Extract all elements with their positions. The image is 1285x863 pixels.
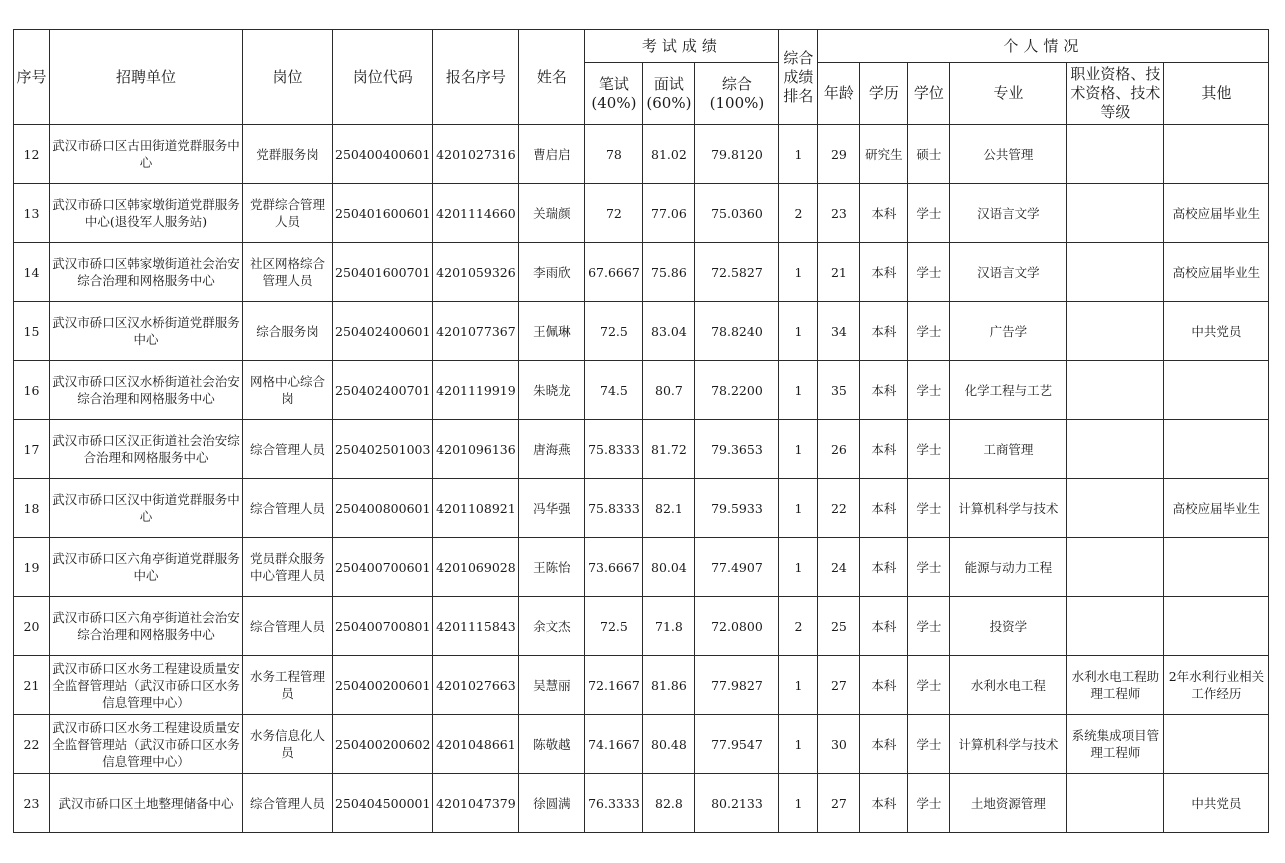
cell-reg-no: 4201069028 xyxy=(433,538,519,597)
cell-qualification xyxy=(1067,184,1164,243)
cell-unit: 武汉市硚口区六角亭街道社会治安综合治理和网格服务中心 xyxy=(50,597,243,656)
cell-seq: 20 xyxy=(14,597,50,656)
cell-age: 26 xyxy=(818,420,860,479)
cell-education: 本科 xyxy=(860,479,908,538)
cell-unit: 武汉市硚口区汉水桥街道社会治安综合治理和网格服务中心 xyxy=(50,361,243,420)
header-reg-no: 报名序号 xyxy=(433,30,519,125)
cell-post-code: 250402400701 xyxy=(333,361,433,420)
cell-post: 党员群众服务中心管理人员 xyxy=(243,538,333,597)
header-name: 姓名 xyxy=(519,30,585,125)
cell-major: 化学工程与工艺 xyxy=(950,361,1067,420)
header-education: 学历 xyxy=(860,63,908,125)
header-personal-group: 个人情况 xyxy=(818,30,1269,63)
cell-name: 陈敬越 xyxy=(519,715,585,774)
table-row xyxy=(14,302,1269,361)
cell-total: 72.5827 xyxy=(695,243,779,302)
cell-education: 本科 xyxy=(860,597,908,656)
cell-total: 80.2133 xyxy=(695,774,779,833)
cell-post-code: 250401600601 xyxy=(333,184,433,243)
cell-education: 本科 xyxy=(860,656,908,715)
cell-rank: 2 xyxy=(779,597,818,656)
cell-reg-no: 4201119919 xyxy=(433,361,519,420)
table-row xyxy=(14,538,1269,597)
header-age: 年龄 xyxy=(818,63,860,125)
table-header xyxy=(14,30,1269,125)
header-qualification: 职业资格、技术资格、技术等级 xyxy=(1067,63,1164,125)
cell-degree: 学士 xyxy=(908,361,950,420)
cell-qualification xyxy=(1067,538,1164,597)
cell-seq: 14 xyxy=(14,243,50,302)
cell-seq: 22 xyxy=(14,715,50,774)
cell-other xyxy=(1164,597,1269,656)
cell-post: 综合管理人员 xyxy=(243,774,333,833)
cell-reg-no: 4201115843 xyxy=(433,597,519,656)
cell-major: 计算机科学与技术 xyxy=(950,715,1067,774)
table-row xyxy=(14,774,1269,833)
cell-post-code: 250400700601 xyxy=(333,538,433,597)
cell-reg-no: 4201108921 xyxy=(433,479,519,538)
cell-rank: 1 xyxy=(779,656,818,715)
cell-rank: 1 xyxy=(779,774,818,833)
cell-total: 77.4907 xyxy=(695,538,779,597)
cell-unit: 武汉市硚口区汉正街道社会治安综合治理和网格服务中心 xyxy=(50,420,243,479)
table-row xyxy=(14,420,1269,479)
cell-written: 67.6667 xyxy=(585,243,643,302)
cell-written: 74.5 xyxy=(585,361,643,420)
cell-education: 研究生 xyxy=(860,125,908,184)
cell-name: 王陈怡 xyxy=(519,538,585,597)
cell-degree: 硕士 xyxy=(908,125,950,184)
header-other: 其他 xyxy=(1164,63,1269,125)
cell-name: 朱晓龙 xyxy=(519,361,585,420)
cell-other xyxy=(1164,715,1269,774)
header-total: 综合(100%) xyxy=(695,63,779,125)
header-degree: 学位 xyxy=(908,63,950,125)
cell-post: 网格中心综合岗 xyxy=(243,361,333,420)
cell-other: 高校应届毕业生 xyxy=(1164,479,1269,538)
cell-reg-no: 4201096136 xyxy=(433,420,519,479)
cell-education: 本科 xyxy=(860,420,908,479)
cell-seq: 18 xyxy=(14,479,50,538)
results-table xyxy=(13,29,1269,833)
cell-post-code: 250400200601 xyxy=(333,656,433,715)
cell-reg-no: 4201077367 xyxy=(433,302,519,361)
cell-interview: 83.04 xyxy=(643,302,695,361)
cell-reg-no: 4201114660 xyxy=(433,184,519,243)
header-written: 笔试(40%) xyxy=(585,63,643,125)
cell-qualification xyxy=(1067,479,1164,538)
cell-interview: 71.8 xyxy=(643,597,695,656)
cell-interview: 80.04 xyxy=(643,538,695,597)
cell-other: 中共党员 xyxy=(1164,302,1269,361)
cell-unit: 武汉市硚口区韩家墩街道党群服务中心(退役军人服务站) xyxy=(50,184,243,243)
cell-total: 78.2200 xyxy=(695,361,779,420)
cell-education: 本科 xyxy=(860,538,908,597)
cell-degree: 学士 xyxy=(908,420,950,479)
cell-interview: 81.72 xyxy=(643,420,695,479)
cell-interview: 80.7 xyxy=(643,361,695,420)
cell-seq: 15 xyxy=(14,302,50,361)
cell-written: 78 xyxy=(585,125,643,184)
cell-qualification xyxy=(1067,243,1164,302)
cell-total: 72.0800 xyxy=(695,597,779,656)
table-row xyxy=(14,715,1269,774)
header-post-code: 岗位代码 xyxy=(333,30,433,125)
cell-qualification xyxy=(1067,420,1164,479)
table-row xyxy=(14,656,1269,715)
table-row xyxy=(14,243,1269,302)
header-post: 岗位 xyxy=(243,30,333,125)
cell-written: 72 xyxy=(585,184,643,243)
cell-major: 能源与动力工程 xyxy=(950,538,1067,597)
cell-post: 水务工程管理员 xyxy=(243,656,333,715)
cell-interview: 75.86 xyxy=(643,243,695,302)
cell-rank: 1 xyxy=(779,125,818,184)
cell-rank: 1 xyxy=(779,538,818,597)
table-row xyxy=(14,597,1269,656)
cell-age: 23 xyxy=(818,184,860,243)
cell-degree: 学士 xyxy=(908,656,950,715)
cell-education: 本科 xyxy=(860,184,908,243)
table-row xyxy=(14,361,1269,420)
header-rank: 综合成绩排名 xyxy=(779,30,818,125)
header-interview: 面试(60%) xyxy=(643,63,695,125)
cell-total: 77.9547 xyxy=(695,715,779,774)
cell-unit: 武汉市硚口区水务工程建设质量安全监督管理站（武汉市硚口区水务信息管理中心） xyxy=(50,715,243,774)
cell-age: 34 xyxy=(818,302,860,361)
cell-seq: 16 xyxy=(14,361,50,420)
cell-qualification xyxy=(1067,302,1164,361)
cell-education: 本科 xyxy=(860,715,908,774)
cell-interview: 82.1 xyxy=(643,479,695,538)
cell-unit: 武汉市硚口区六角亭街道党群服务中心 xyxy=(50,538,243,597)
cell-reg-no: 4201027663 xyxy=(433,656,519,715)
cell-major: 汉语言文学 xyxy=(950,243,1067,302)
cell-written: 72.5 xyxy=(585,597,643,656)
table-row xyxy=(14,125,1269,184)
cell-major: 投资学 xyxy=(950,597,1067,656)
cell-written: 75.8333 xyxy=(585,420,643,479)
cell-rank: 2 xyxy=(779,184,818,243)
cell-name: 吴慧丽 xyxy=(519,656,585,715)
cell-education: 本科 xyxy=(860,361,908,420)
table-body xyxy=(14,125,1269,833)
cell-name: 关瑞颜 xyxy=(519,184,585,243)
cell-age: 22 xyxy=(818,479,860,538)
cell-major: 水利水电工程 xyxy=(950,656,1067,715)
cell-seq: 19 xyxy=(14,538,50,597)
cell-degree: 学士 xyxy=(908,538,950,597)
cell-post-code: 250400400601 xyxy=(333,125,433,184)
cell-written: 72.5 xyxy=(585,302,643,361)
cell-name: 唐海燕 xyxy=(519,420,585,479)
table-row xyxy=(14,479,1269,538)
cell-qualification xyxy=(1067,774,1164,833)
header-exam-group: 考试成绩 xyxy=(585,30,779,63)
cell-major: 计算机科学与技术 xyxy=(950,479,1067,538)
cell-post-code: 250400800601 xyxy=(333,479,433,538)
cell-name: 徐圆满 xyxy=(519,774,585,833)
cell-unit: 武汉市硚口区土地整理储备中心 xyxy=(50,774,243,833)
cell-seq: 13 xyxy=(14,184,50,243)
cell-seq: 17 xyxy=(14,420,50,479)
cell-reg-no: 4201047379 xyxy=(433,774,519,833)
cell-degree: 学士 xyxy=(908,302,950,361)
cell-total: 75.0360 xyxy=(695,184,779,243)
cell-unit: 武汉市硚口区汉水桥街道党群服务中心 xyxy=(50,302,243,361)
cell-age: 27 xyxy=(818,656,860,715)
cell-interview: 81.02 xyxy=(643,125,695,184)
cell-unit: 武汉市硚口区汉中街道党群服务中心 xyxy=(50,479,243,538)
cell-post-code: 250400200602 xyxy=(333,715,433,774)
cell-major: 工商管理 xyxy=(950,420,1067,479)
cell-education: 本科 xyxy=(860,302,908,361)
cell-qualification: 水利水电工程助理工程师 xyxy=(1067,656,1164,715)
cell-written: 75.8333 xyxy=(585,479,643,538)
cell-major: 广告学 xyxy=(950,302,1067,361)
cell-name: 余文杰 xyxy=(519,597,585,656)
cell-major: 汉语言文学 xyxy=(950,184,1067,243)
cell-name: 李雨欣 xyxy=(519,243,585,302)
cell-other: 2年水利行业相关工作经历 xyxy=(1164,656,1269,715)
cell-other xyxy=(1164,125,1269,184)
cell-total: 79.5933 xyxy=(695,479,779,538)
cell-post: 综合管理人员 xyxy=(243,420,333,479)
cell-post: 水务信息化人员 xyxy=(243,715,333,774)
cell-post-code: 250404500001 xyxy=(333,774,433,833)
cell-education: 本科 xyxy=(860,243,908,302)
cell-rank: 1 xyxy=(779,479,818,538)
cell-other xyxy=(1164,538,1269,597)
cell-unit: 武汉市硚口区水务工程建设质量安全监督管理站（武汉市硚口区水务信息管理中心） xyxy=(50,656,243,715)
cell-post-code: 250402501003 xyxy=(333,420,433,479)
cell-degree: 学士 xyxy=(908,715,950,774)
cell-other: 高校应届毕业生 xyxy=(1164,243,1269,302)
cell-post-code: 250402400601 xyxy=(333,302,433,361)
cell-interview: 81.86 xyxy=(643,656,695,715)
cell-age: 30 xyxy=(818,715,860,774)
cell-age: 35 xyxy=(818,361,860,420)
cell-rank: 1 xyxy=(779,302,818,361)
cell-post-code: 250400700801 xyxy=(333,597,433,656)
cell-rank: 1 xyxy=(779,243,818,302)
cell-name: 曹启启 xyxy=(519,125,585,184)
cell-major: 公共管理 xyxy=(950,125,1067,184)
cell-unit: 武汉市硚口区韩家墩街道社会治安综合治理和网格服务中心 xyxy=(50,243,243,302)
cell-name: 冯华强 xyxy=(519,479,585,538)
cell-post: 党群综合管理人员 xyxy=(243,184,333,243)
cell-rank: 1 xyxy=(779,715,818,774)
cell-degree: 学士 xyxy=(908,774,950,833)
cell-qualification xyxy=(1067,125,1164,184)
header-seq: 序号 xyxy=(14,30,50,125)
cell-education: 本科 xyxy=(860,774,908,833)
cell-name: 王佩琳 xyxy=(519,302,585,361)
cell-other xyxy=(1164,420,1269,479)
cell-age: 24 xyxy=(818,538,860,597)
cell-rank: 1 xyxy=(779,420,818,479)
cell-post: 综合管理人员 xyxy=(243,597,333,656)
cell-written: 72.1667 xyxy=(585,656,643,715)
cell-total: 79.8120 xyxy=(695,125,779,184)
cell-interview: 80.48 xyxy=(643,715,695,774)
cell-reg-no: 4201059326 xyxy=(433,243,519,302)
cell-qualification: 系统集成项目管理工程师 xyxy=(1067,715,1164,774)
cell-age: 21 xyxy=(818,243,860,302)
cell-seq: 23 xyxy=(14,774,50,833)
cell-reg-no: 4201027316 xyxy=(433,125,519,184)
table-row xyxy=(14,184,1269,243)
cell-written: 76.3333 xyxy=(585,774,643,833)
cell-degree: 学士 xyxy=(908,597,950,656)
header-unit: 招聘单位 xyxy=(50,30,243,125)
cell-degree: 学士 xyxy=(908,479,950,538)
cell-seq: 12 xyxy=(14,125,50,184)
cell-reg-no: 4201048661 xyxy=(433,715,519,774)
cell-age: 25 xyxy=(818,597,860,656)
cell-total: 79.3653 xyxy=(695,420,779,479)
cell-post: 党群服务岗 xyxy=(243,125,333,184)
cell-total: 77.9827 xyxy=(695,656,779,715)
cell-qualification xyxy=(1067,361,1164,420)
header-major: 专业 xyxy=(950,63,1067,125)
cell-post: 综合管理人员 xyxy=(243,479,333,538)
cell-major: 土地资源管理 xyxy=(950,774,1067,833)
cell-degree: 学士 xyxy=(908,184,950,243)
cell-written: 74.1667 xyxy=(585,715,643,774)
cell-other: 高校应届毕业生 xyxy=(1164,184,1269,243)
cell-written: 73.6667 xyxy=(585,538,643,597)
cell-total: 78.8240 xyxy=(695,302,779,361)
cell-degree: 学士 xyxy=(908,243,950,302)
cell-qualification xyxy=(1067,597,1164,656)
cell-other xyxy=(1164,361,1269,420)
cell-rank: 1 xyxy=(779,361,818,420)
cell-post: 社区网格综合管理人员 xyxy=(243,243,333,302)
cell-age: 27 xyxy=(818,774,860,833)
cell-seq: 21 xyxy=(14,656,50,715)
cell-post: 综合服务岗 xyxy=(243,302,333,361)
cell-other: 中共党员 xyxy=(1164,774,1269,833)
cell-age: 29 xyxy=(818,125,860,184)
cell-interview: 82.8 xyxy=(643,774,695,833)
cell-post-code: 250401600701 xyxy=(333,243,433,302)
cell-interview: 77.06 xyxy=(643,184,695,243)
cell-unit: 武汉市硚口区古田街道党群服务中心 xyxy=(50,125,243,184)
